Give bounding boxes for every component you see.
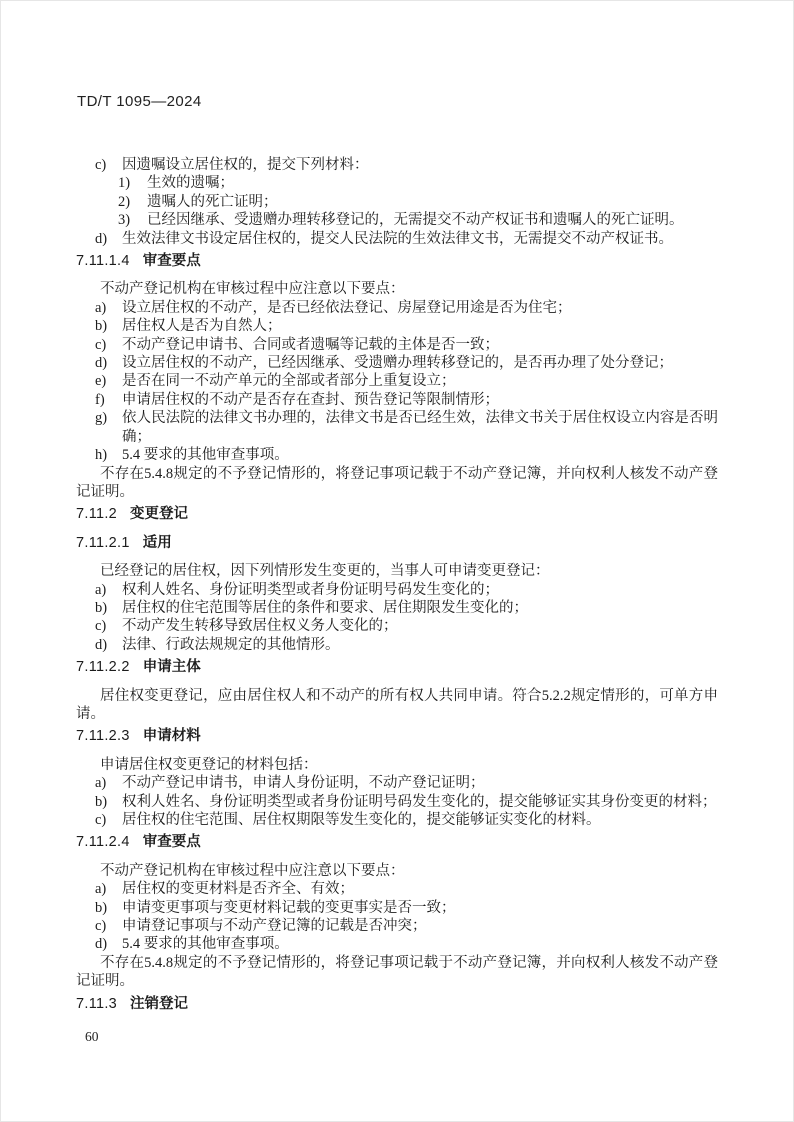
section-number: 7.11.2.3 bbox=[76, 728, 130, 745]
section-number: 7.11.3 bbox=[76, 995, 118, 1012]
section-title: 申请材料 bbox=[142, 728, 201, 745]
paragraph: 不动产登记机构在审核过程中应注意以下要点： bbox=[100, 281, 405, 298]
list-item bbox=[76, 617, 718, 635]
list-marker: b) bbox=[95, 793, 108, 810]
list-item-text: 申请登记事项与不动产登记簿的记载是否冲突； bbox=[122, 918, 427, 935]
list-marker: a) bbox=[95, 881, 107, 898]
list-item bbox=[76, 409, 718, 446]
list-marker: b) bbox=[95, 899, 108, 916]
list-item-text: 是否在同一不动产单元的全部或者部分上重复设立； bbox=[122, 373, 456, 390]
list-item bbox=[76, 917, 718, 935]
paragraph: 不动产登记机构在审核过程中应注意以下要点： bbox=[100, 862, 405, 879]
section-title: 申请主体 bbox=[142, 659, 201, 676]
list-marker: h) bbox=[95, 447, 108, 464]
paragraph: 申请居住权变更登记的材料包括： bbox=[100, 756, 318, 773]
list-item-text: 不动产登记申请书、合同或者遗嘱等记载的主体是否一致； bbox=[122, 336, 499, 353]
list-item bbox=[76, 811, 718, 829]
list-item-text: 申请居住权的不动产是否存在查封、预告登记等限制情形； bbox=[122, 391, 499, 408]
list-marker: d) bbox=[95, 936, 108, 953]
section-heading bbox=[76, 252, 718, 270]
list-marker: a) bbox=[95, 581, 107, 598]
list-item-text: 不动产登记申请书，申请人身份证明，不动产登记证明； bbox=[122, 775, 485, 792]
list-item bbox=[76, 336, 718, 354]
list-item-text: 设立居住权的不动产，是否已经依法登记、房屋登记用途是否为住宅； bbox=[122, 299, 572, 316]
page-number: 60 bbox=[85, 1029, 99, 1044]
list-item-text: 因遗嘱设立居住权的，提交下列材料： bbox=[122, 157, 369, 173]
list-marker: c) bbox=[95, 918, 107, 935]
list-marker: a) bbox=[95, 775, 107, 792]
list-item bbox=[76, 354, 718, 372]
list-item bbox=[76, 935, 718, 953]
document-body bbox=[76, 156, 718, 1023]
list-item bbox=[76, 446, 718, 464]
section-number: 7.11.1.4 bbox=[76, 253, 130, 270]
list-item-text: 居住权的住宅范围等居住的条件和要求、居住期限发生变化的； bbox=[122, 599, 528, 616]
list-item-text: 申请变更事项与变更材料记载的变更事实是否一致； bbox=[122, 899, 456, 916]
section-title: 审查要点 bbox=[142, 253, 201, 270]
paragraph: 居住权变更登记，应由居住权人和不动产的所有权人共同申请。符合5.2.2规定情形的，可单方申请。 bbox=[76, 687, 718, 722]
sub-list-item bbox=[76, 193, 718, 211]
sub-list-item bbox=[76, 174, 718, 192]
list-item-text: 不动产发生转移导致居住权义务人变化的； bbox=[122, 618, 398, 635]
list-item-text: 居住权的住宅范围、居住权期限等发生变化的，提交能够证实变化的材料。 bbox=[122, 812, 601, 828]
list-item bbox=[76, 793, 718, 811]
list-item bbox=[76, 230, 718, 248]
list-item bbox=[76, 391, 718, 409]
section-title: 审查要点 bbox=[142, 834, 201, 851]
list-item-text: 居住权人是否为自然人； bbox=[122, 318, 282, 335]
list-marker: g) bbox=[95, 410, 108, 427]
list-marker: c) bbox=[95, 812, 107, 828]
list-marker: c) bbox=[95, 157, 107, 173]
section-title: 变更登记 bbox=[130, 506, 189, 523]
list-item bbox=[76, 299, 718, 317]
list-item-text: 依人民法院的法律文书办理的，法律文书是否已经生效，法律文书关于居住权设立内容是否明确； bbox=[122, 410, 718, 445]
list-marker: d) bbox=[95, 355, 108, 372]
paragraph: 不存在5.4.8规定的不予登记情形的，将登记事项记载于不动产登记簿，并向权利人核发不动产登记证明。 bbox=[76, 465, 718, 500]
list-marker: 1) bbox=[118, 175, 131, 192]
list-marker: e) bbox=[95, 373, 107, 390]
list-item-text: 遗嘱人的死亡证明； bbox=[147, 193, 278, 210]
list-item-text: 生效法律文书设定居住权的，提交人民法院的生效法律文书，无需提交不动产权证书。 bbox=[122, 230, 673, 247]
list-item-text: 权利人姓名、身份证明类型或者身份证明号码发生变化的； bbox=[122, 581, 499, 598]
section-title: 适用 bbox=[142, 534, 172, 551]
sub-list-item bbox=[76, 211, 718, 229]
section-number: 7.11.2 bbox=[76, 506, 118, 523]
section-heading bbox=[76, 505, 718, 523]
list-item-text: 5.4 要求的其他审查事项。 bbox=[122, 447, 289, 464]
list-item bbox=[76, 599, 718, 617]
section-number: 7.11.2.4 bbox=[76, 834, 130, 851]
list-item bbox=[76, 880, 718, 898]
section-number: 7.11.2.1 bbox=[76, 534, 130, 551]
list-item-text: 居住权的变更材料是否齐全、有效； bbox=[122, 881, 354, 898]
list-marker: a) bbox=[95, 299, 107, 316]
list-marker: b) bbox=[95, 599, 108, 616]
list-marker: d) bbox=[95, 230, 108, 247]
section-heading bbox=[76, 833, 718, 851]
list-marker: f) bbox=[95, 391, 105, 408]
list-marker: 3) bbox=[118, 212, 131, 229]
paragraph: 已经登记的居住权，因下列情形发生变更的，当事人可申请变更登记： bbox=[100, 563, 550, 580]
list-item-text: 生效的遗嘱； bbox=[147, 175, 234, 192]
list-item-text: 法律、行政法规规定的其他情形。 bbox=[122, 636, 340, 653]
list-item bbox=[76, 899, 718, 917]
paragraph: 不存在5.4.8规定的不予登记情形的，将登记事项记载于不动产登记簿，并向权利人核发不动产登记证明。 bbox=[76, 954, 718, 990]
section-heading bbox=[76, 727, 718, 745]
list-item-text: 已经因继承、受遗赠办理转移登记的，无需提交不动产权证书和遗嘱人的死亡证明。 bbox=[147, 212, 684, 229]
list-item bbox=[76, 774, 718, 792]
list-marker: d) bbox=[95, 636, 108, 653]
section-number: 7.11.2.2 bbox=[76, 659, 130, 676]
list-item bbox=[76, 156, 718, 174]
section-title: 注销登记 bbox=[130, 995, 189, 1012]
list-item bbox=[76, 636, 718, 654]
list-item bbox=[76, 581, 718, 599]
list-marker: b) bbox=[95, 318, 108, 335]
list-marker: 2) bbox=[118, 193, 131, 210]
section-heading bbox=[76, 658, 718, 676]
list-item-text: 权利人姓名、身份证明类型或者身份证明号码发生变化的，提交能够证实其身份变更的材料； bbox=[122, 793, 717, 810]
list-item bbox=[76, 372, 718, 390]
list-item-text: 5.4 要求的其他审查事项。 bbox=[122, 936, 289, 953]
list-item bbox=[76, 317, 718, 335]
list-item-text: 设立居住权的不动产，已经因继承、受遗赠办理转移登记的，是否再办理了处分登记； bbox=[122, 355, 673, 372]
document-code-header: TD/T 1095—2024 bbox=[77, 93, 202, 110]
list-marker: c) bbox=[95, 336, 107, 353]
list-marker: c) bbox=[95, 618, 107, 635]
section-heading bbox=[76, 534, 718, 552]
section-heading bbox=[76, 995, 718, 1013]
